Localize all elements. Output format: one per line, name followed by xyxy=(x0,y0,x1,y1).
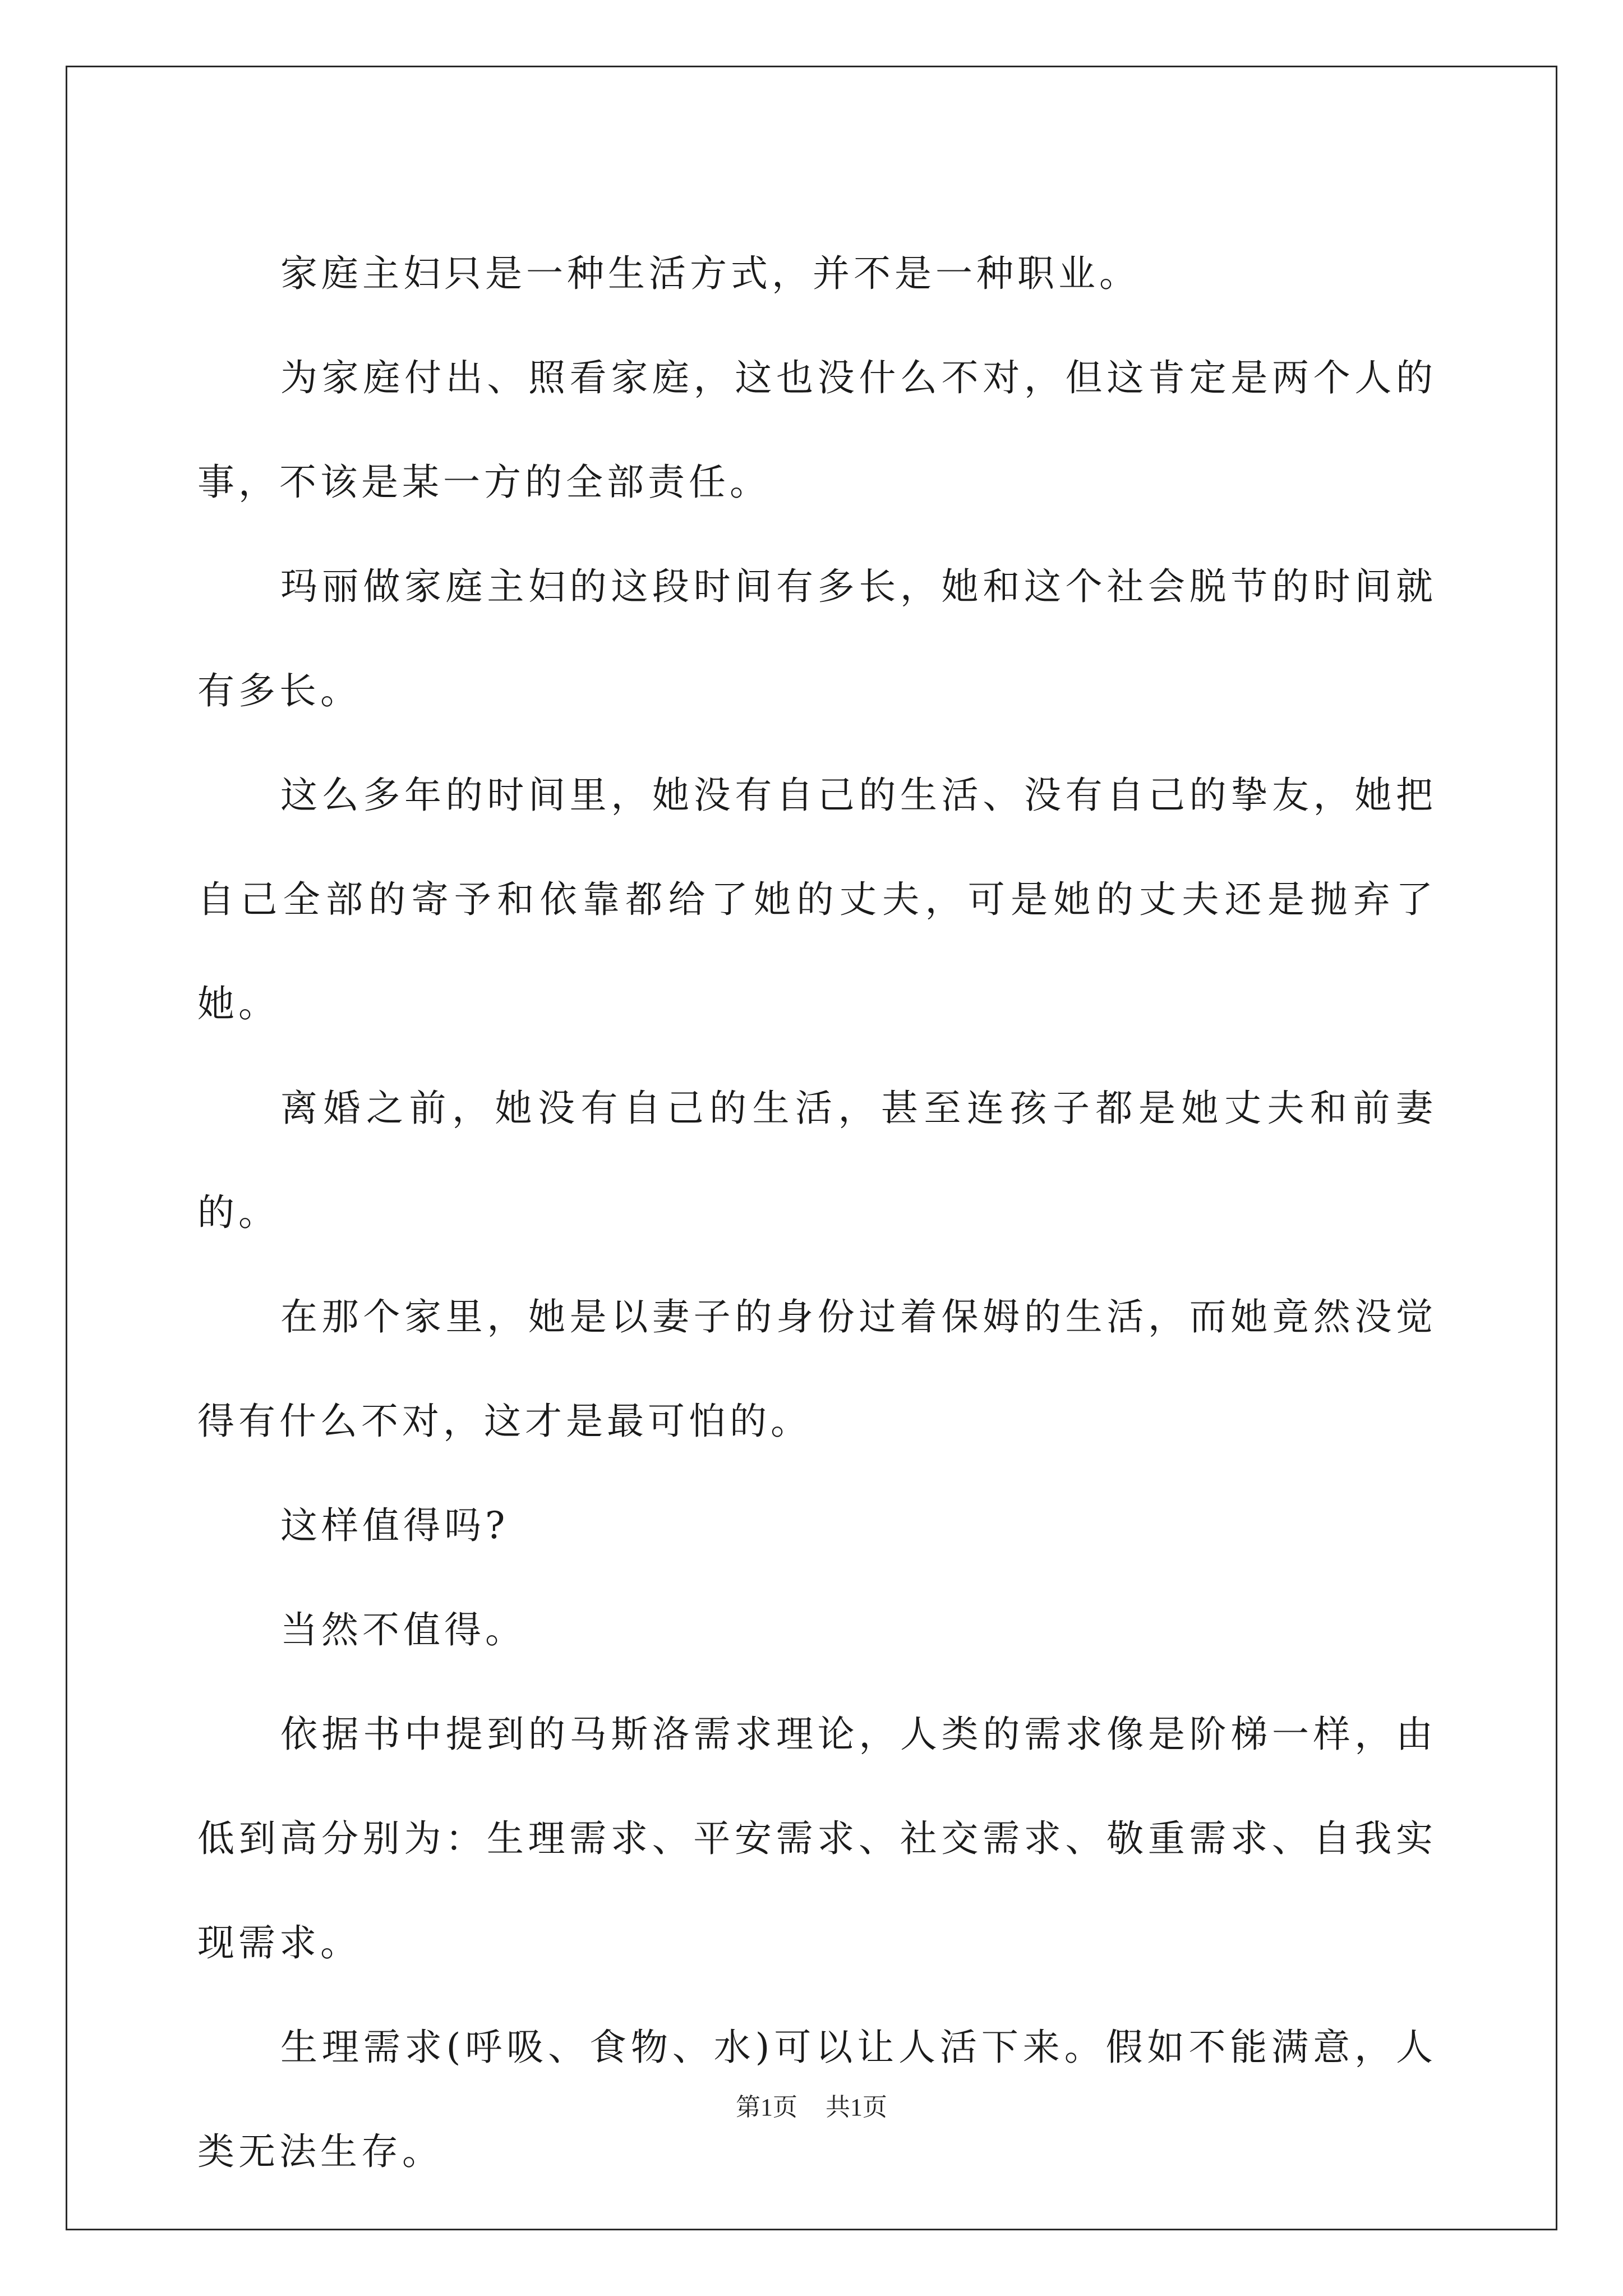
paragraph-5: 离婚之前，她没有自己的生活，甚至连孩子都是她丈夫和前妻的。 xyxy=(197,1087,1437,1234)
page-footer xyxy=(0,2087,1623,2123)
paragraph-1: 家庭主妇只是一种生活方式，并不是一种职业。 xyxy=(280,252,1140,295)
page-total: 共1页 xyxy=(826,2093,887,2121)
paragraph-2: 为家庭付出、照看家庭，这也没什么不对，但这肯定是两个人的事，不该是某一方的全部责任。 xyxy=(197,356,1437,504)
paragraph-3: 玛丽做家庭主妇的这段时间有多长，她和这个社会脱节的时间就有多长。 xyxy=(197,565,1437,712)
paragraph-6: 在那个家里，她是以妻子的身份过着保姆的生活，而她竟然没觉得有什么不对，这才是最可怕的。 xyxy=(197,1295,1437,1443)
paragraph-10: 生理需求(呼吸、食物、水)可以让人活下来。假如不能满意，人类无法生存。 xyxy=(197,2026,1437,2173)
paragraph-7: 这样值得吗? xyxy=(280,1504,509,1547)
document-body xyxy=(197,222,1437,2204)
paragraph-8: 当然不值得。 xyxy=(280,1608,526,1651)
paragraph-4: 这么多年的时间里，她没有自己的生活、没有自己的挚友，她把自己全部的寄予和依靠都给了她的丈夫，可是她的丈夫还是抛弃了她。 xyxy=(197,774,1437,1025)
paragraph-9: 依据书中提到的马斯洛需求理论，人类的需求像是阶梯一样，由低到高分别为：生理需求、平安需求、社交需求、敬重需求、自我实现需求。 xyxy=(197,1713,1437,1964)
page-number: 第1页 xyxy=(736,2093,797,2121)
